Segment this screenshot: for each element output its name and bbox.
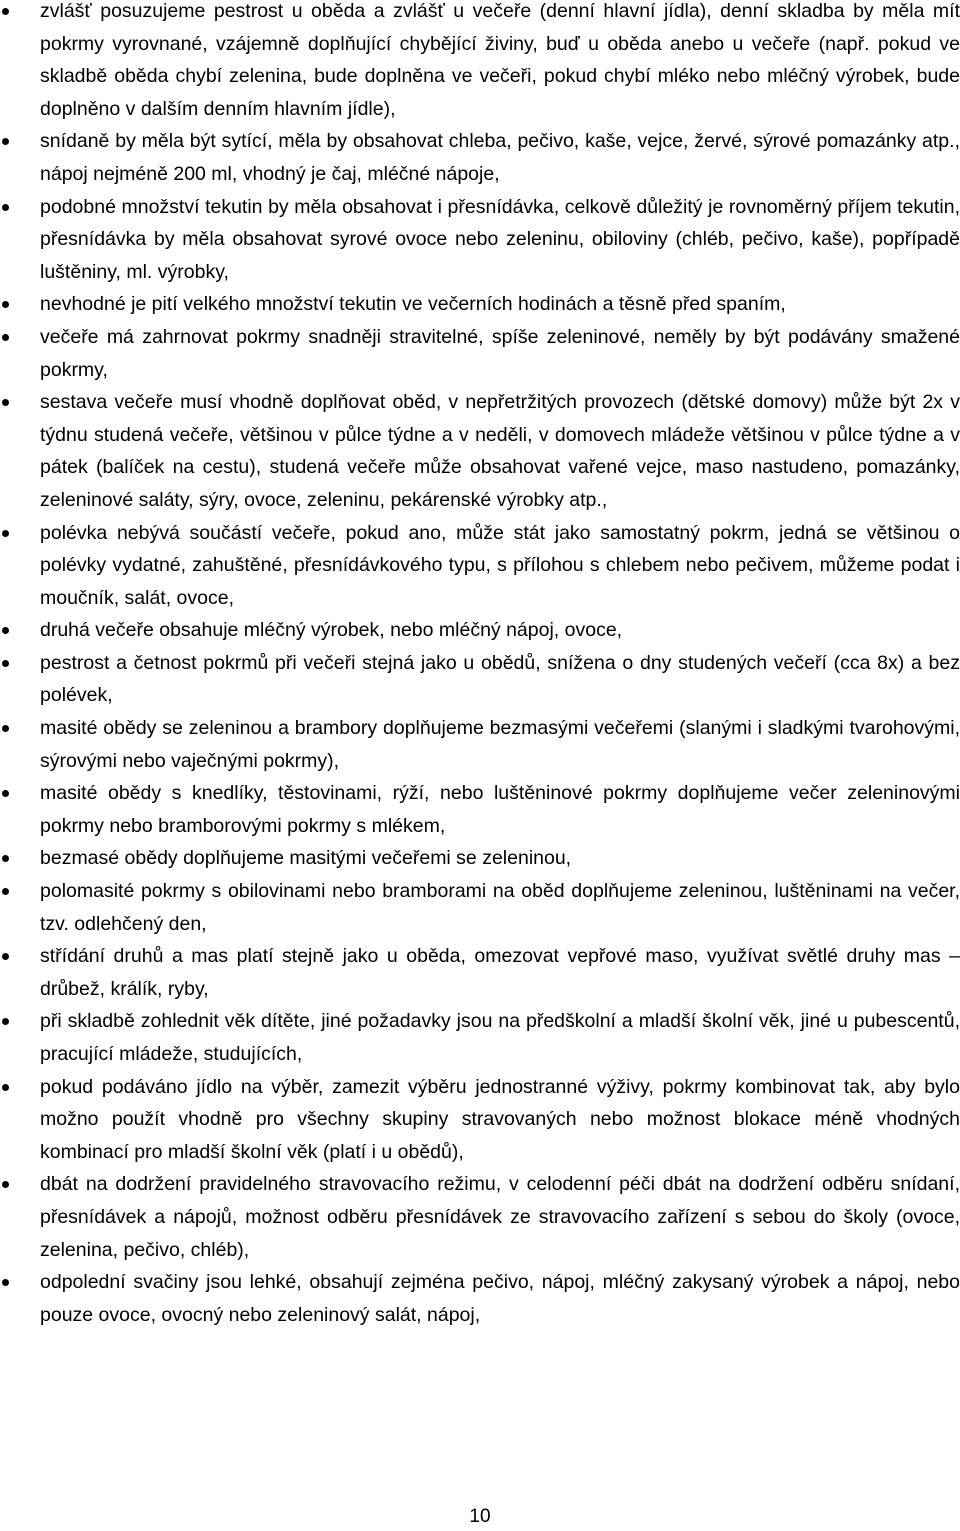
list-item	[0, 842, 960, 875]
list-item-text: druhá večeře obsahuje mléčný výrobek, nebo mléčný nápoj, ovoce,	[40, 619, 623, 642]
bullet-icon	[2, 1181, 9, 1188]
list-item-text: polévka nebývá součástí večeře, pokud ano, může stát jako samostatný pokrm, jedná se většinou o polévky vydatné, zahuštěné, přesnídávkového typu, s přílohou s chlebem nebo pečivem, můžeme podat i moučník, salát, ovoce,	[40, 521, 960, 609]
list-item-text: dbát na dodržení pravidelného stravovacího režimu, v celodenní péči dbát na dodržení odběru snídaní, přesnídávek a nápojů, možnost odběru přesnídávek ze stravovacího zařízení s sebou do školy (ovoce, zelenina, pečivo, chléb),	[40, 1173, 960, 1261]
list-item-text: při skladbě zohlednit věk dítěte, jiné požadavky jsou na předškolní a mladší školní věk, jiné u pubescentů, pracující mládeže, studujících,	[40, 1010, 960, 1065]
list-item	[0, 1005, 960, 1070]
bullet-icon	[2, 627, 9, 634]
list-item	[0, 191, 960, 289]
bullet-icon	[2, 1279, 9, 1286]
page-number: 10	[469, 1506, 491, 1527]
list-item	[0, 125, 960, 190]
list-item	[0, 614, 960, 647]
list-item	[0, 712, 960, 777]
list-item	[0, 0, 960, 125]
bullet-icon	[2, 855, 9, 862]
list-item	[0, 288, 960, 321]
list-item	[0, 517, 960, 615]
list-item-text: večeře má zahrnovat pokrmy snadněji stravitelné, spíše zeleninové, neměly by být podávány smažené pokrmy,	[40, 325, 960, 381]
bullet-icon	[2, 204, 9, 211]
list-item-text: masité obědy se zeleninou a brambory doplňujeme bezmasými večeřemi (slanými i sladkými tvarohovými, sýrovými nebo vaječnými pokrmy),	[40, 717, 960, 772]
list-item-text: zvlášť posuzujeme pestrost u oběda a zvlášť u večeře (denní hlavní jídla), denní skladba by měla mít pokrmy vyrovnané, vzájemně doplňující chybějící živiny, buď u oběda anebo u večeře (např. pokud ve skladbě oběda chybí zelenina, bude doplněna ve večeři, pokud chybí mléko nebo mléčný výrobek, bude doplněno v dalším denním hlavním jídle),	[40, 0, 960, 120]
list-item	[0, 1168, 960, 1266]
bullet-icon	[2, 399, 9, 406]
list-item	[0, 777, 960, 842]
bullet-icon	[2, 660, 9, 667]
list-item	[0, 875, 960, 940]
list-item	[0, 647, 960, 712]
list-item-text: masité obědy s knedlíky, těstovinami, rýží, nebo luštěninové pokrmy doplňujeme večer zeleninovými pokrmy nebo bramborovými pokrmy s mlékem,	[40, 782, 960, 837]
list-item-text: sestava večeře musí vhodně doplňovat oběd, v nepřetržitých provozech (dětské domovy) může být 2x v týdnu studená večeře, většinou v půlce týdne a v neděli, v domovech mládeže většinou v půlce týdne a v pátek (balíček na cestu), studená večeře může obsahovat vařené vejce, maso nastudeno, pomazánky, zeleninové saláty, sýry, ovoce, zeleninu, pekárenské výrobky atp.,	[40, 391, 960, 511]
list-item	[0, 940, 960, 1005]
list-item	[0, 1266, 960, 1331]
list-item-text: pokud podáváno jídlo na výběr, zamezit výběru jednostranné výživy, pokrmy kombinovat tak, aby bylo možno použít vhodně pro všechny skupiny stravovaných nebo možnost blokace méně vhodných kombinací pro mladší školní věk (platí i u obědů),	[40, 1075, 960, 1163]
bullet-icon	[2, 725, 9, 732]
bullet-icon	[2, 334, 9, 341]
bullet-icon	[2, 1084, 9, 1091]
bullet-icon	[2, 301, 9, 308]
bullet-icon	[2, 953, 9, 960]
bullet-icon	[2, 790, 9, 797]
list-item-text: snídaně by měla být sytící, měla by obsahovat chleba, pečivo, kaše, vejce, žervé, sýrové pomazánky atp., nápoj nejméně 200 ml, vhodný je čaj, mléčné nápoje,	[40, 130, 960, 185]
list-item-text: pestrost a četnost pokrmů při večeři stejná jako u obědů, snížena o dny studených večeří (cca 8x) a bez polévek,	[40, 651, 960, 707]
list-item	[0, 386, 960, 516]
list-item-text: střídání druhů a mas platí stejně jako u oběda, omezovat vepřové maso, využívat světlé druhy mas – drůbež, králík, ryby,	[40, 945, 960, 1000]
list-item	[0, 1071, 960, 1169]
list-item-text: odpolední svačiny jsou lehké, obsahují zejména pečivo, nápoj, mléčný zakysaný výrobek a nápoj, nebo pouze ovoce, ovocný nebo zeleninový salát, nápoj,	[40, 1271, 960, 1326]
list-item-text: bezmasé obědy doplňujeme masitými večeřemi se zeleninou,	[40, 847, 572, 870]
list-item-text: polomasité pokrmy s obilovinami nebo bramborami na oběd doplňujeme zeleninou, luštěninami na večer, tzv. odlehčený den,	[40, 880, 960, 935]
bullet-icon	[2, 530, 9, 537]
bullet-icon	[2, 1018, 9, 1025]
bullet-icon	[2, 8, 9, 15]
bullet-icon	[2, 138, 9, 145]
list-item	[0, 321, 960, 386]
list-item-text: podobné množství tekutin by měla obsahovat i přesnídávka, celkově důležitý je rovnoměrný příjem tekutin, přesnídávka by měla obsahovat syrové ovoce nebo zeleninu, obiloviny (chléb, pečivo, kaše), popřípadě luštěniny, ml. výrobky,	[40, 195, 960, 283]
bullet-icon	[2, 888, 9, 895]
list-item-text: nevhodné je pití velkého množství tekutin ve večerních hodinách a těsně před spaním,	[40, 293, 786, 316]
